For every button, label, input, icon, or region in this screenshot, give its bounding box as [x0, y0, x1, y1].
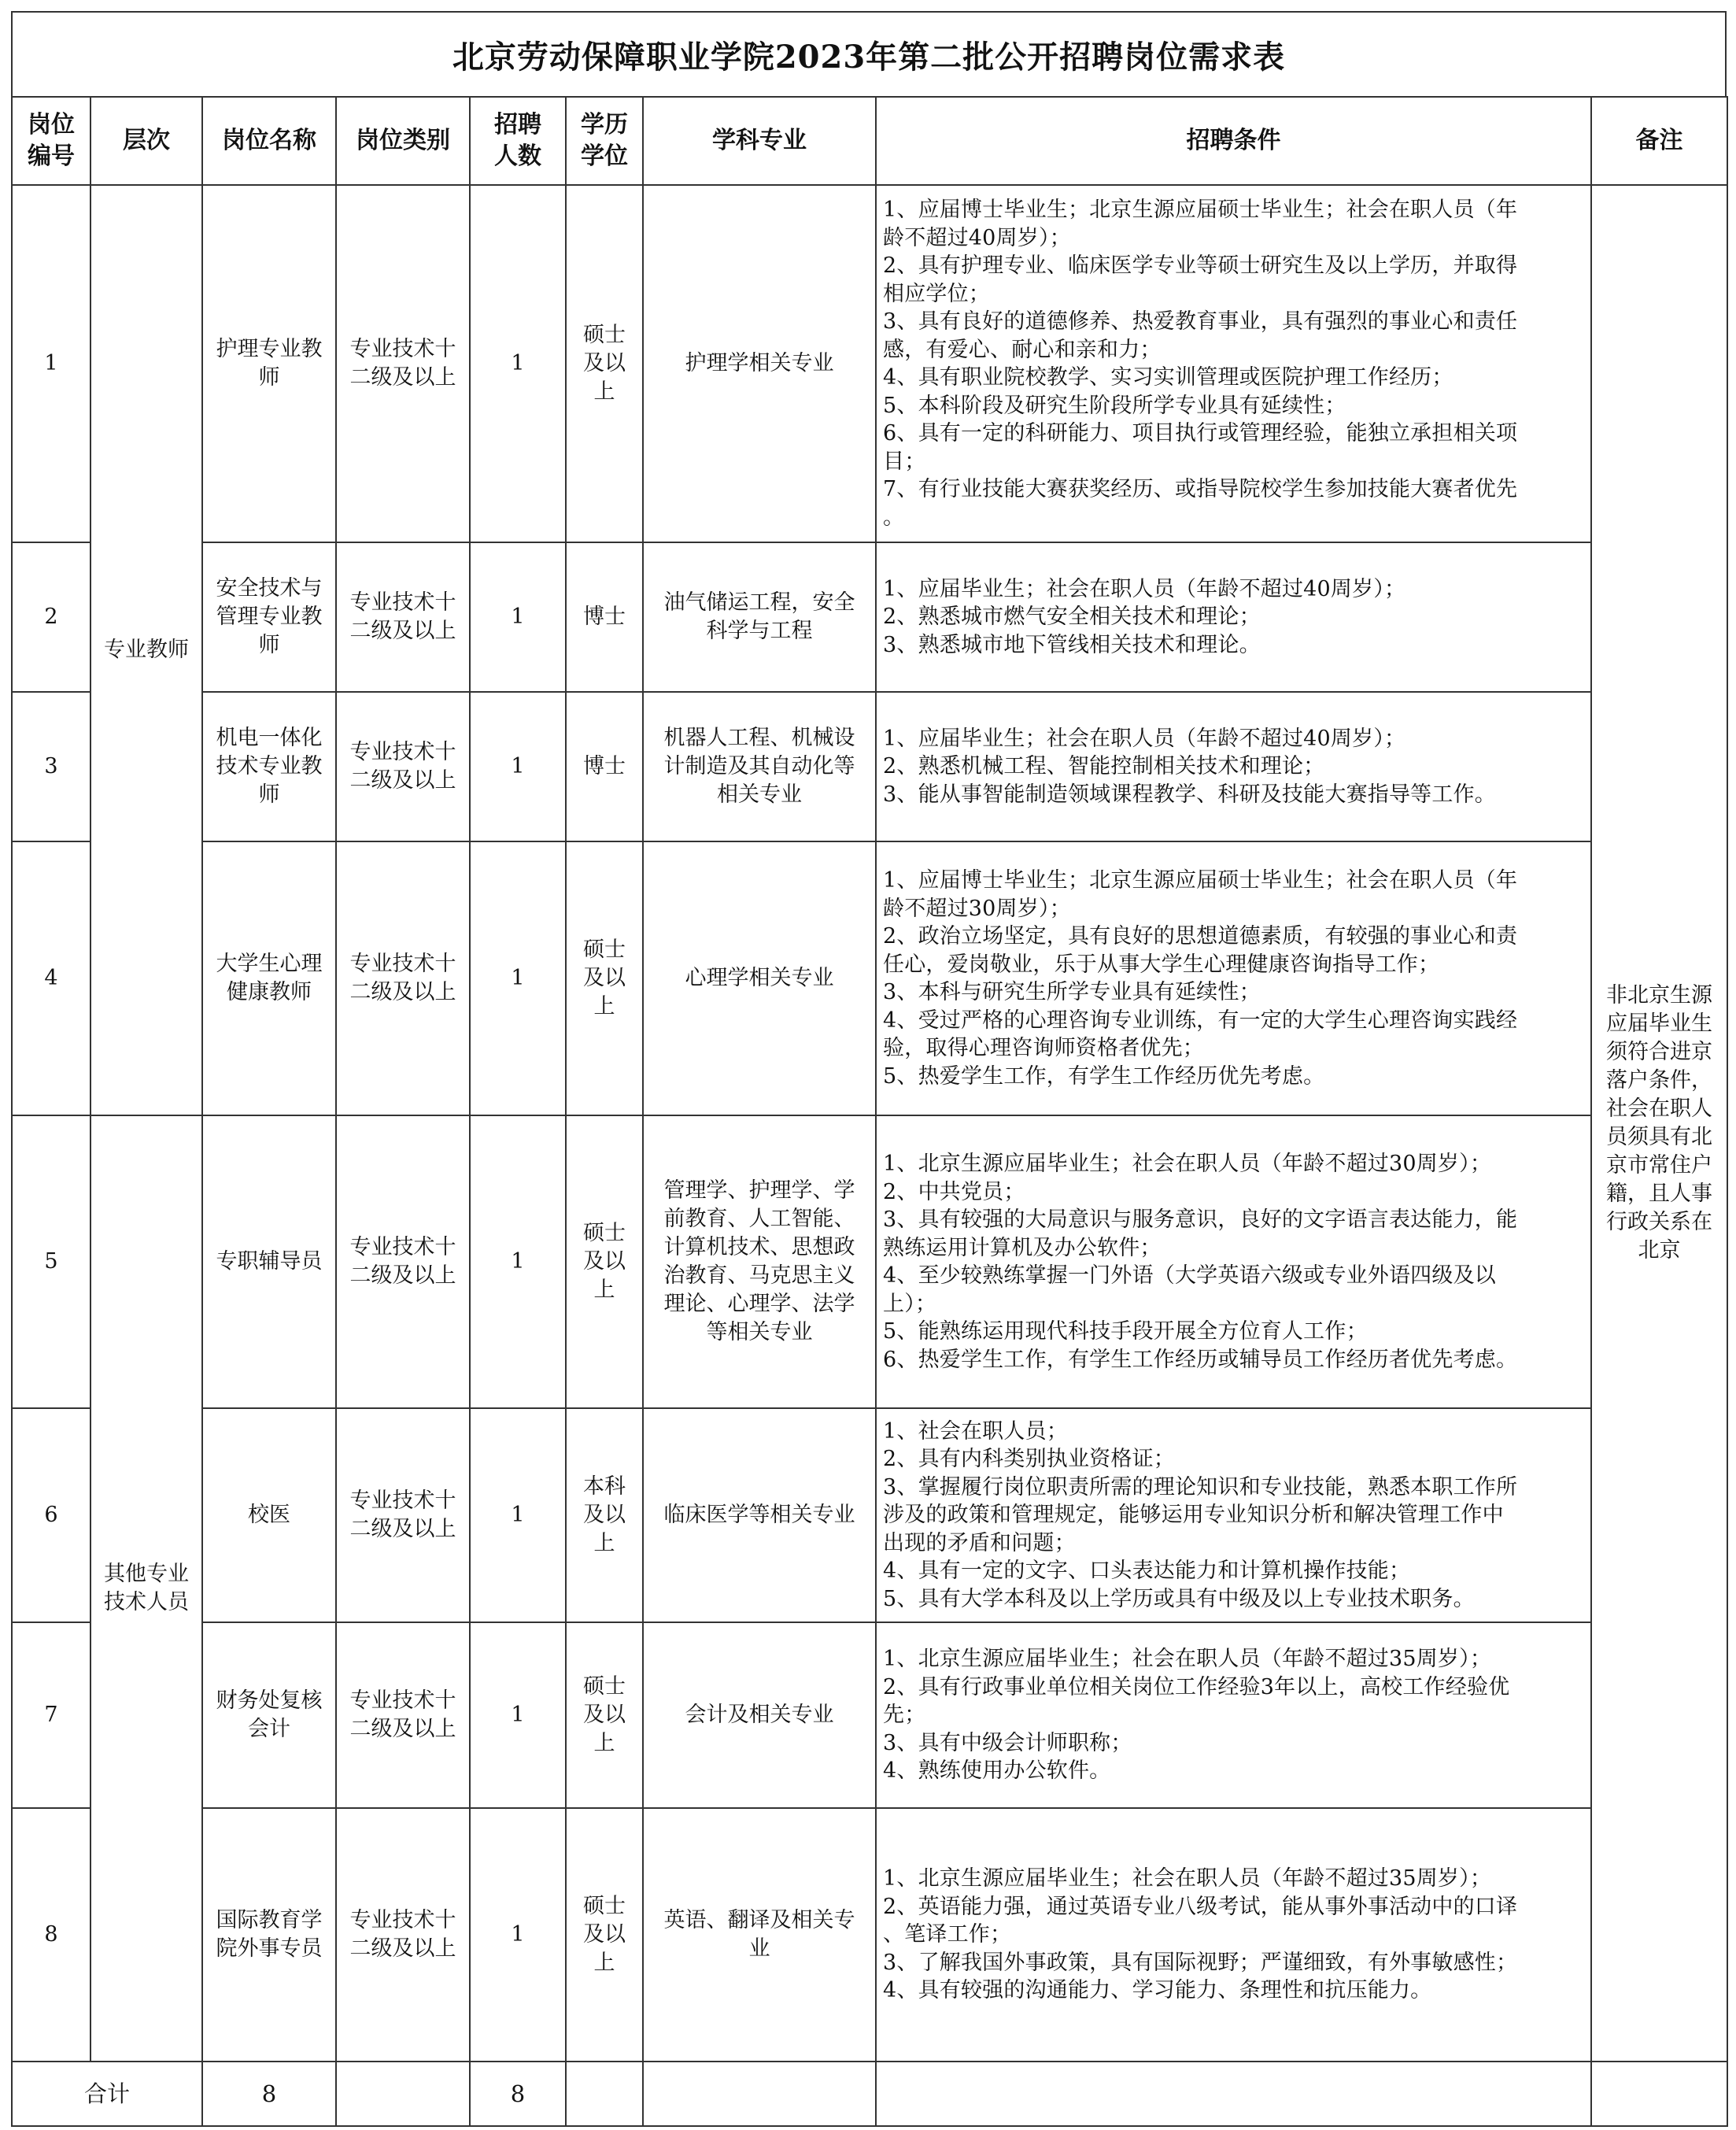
cell-text-line: 1、应届博士毕业生；北京生源应届硕士毕业生；社会在职人员（年 — [883, 868, 1518, 893]
row-conditions — [876, 692, 1591, 841]
cell-text-line: 层次 — [123, 127, 170, 154]
row-major — [643, 1622, 876, 1808]
cell-text-line: 专业技术十 — [349, 1688, 456, 1713]
cell-text-line: 及以 — [583, 1503, 626, 1527]
cell-text-line: 应届毕业生 — [1606, 1011, 1712, 1036]
row-conditions — [876, 1622, 1591, 1808]
cell-text-line: 任心，爱岗敬业，乐于从事大学生心理健康咨询指导工作； — [883, 952, 1440, 977]
header-conditions — [876, 97, 1591, 185]
row-education — [566, 1408, 643, 1622]
cell-text-line: 编号 — [28, 142, 75, 170]
cell-text-line: 验，取得心理咨询师资格者优先； — [883, 1036, 1204, 1060]
table-row — [12, 185, 1727, 542]
cell-text-line: 上 — [593, 1951, 615, 1975]
cell-text-line: 上 — [593, 1731, 615, 1755]
cell-text-line: 专业技术十 — [349, 337, 456, 361]
cell-text-line: 非北京生源 — [1606, 983, 1712, 1008]
row-category — [336, 692, 470, 841]
row-major — [643, 542, 876, 692]
total-empty-4 — [876, 2062, 1591, 2126]
row-name — [202, 1408, 336, 1622]
header-remark — [1591, 97, 1727, 185]
cell-text-line: 英语、翻译及相关专 — [663, 1908, 855, 1932]
cell-text-line: 专业技术十 — [349, 740, 456, 764]
cell-text-line: 1、社会在职人员； — [883, 1418, 1068, 1444]
table-row — [12, 542, 1727, 692]
cell-text-line: 国际教育学 — [216, 1908, 323, 1932]
cell-text-line: 1、应届毕业生；社会在职人员（年龄不超过40周岁）； — [883, 726, 1406, 751]
cell-text-line: 熟练运用计算机及办公软件； — [883, 1235, 1162, 1260]
header-count — [470, 97, 566, 185]
row-conditions — [876, 1808, 1591, 2062]
cell-text-line: 财务处复核 — [216, 1688, 323, 1713]
cell-text-line: 专职辅导员 — [216, 1249, 323, 1274]
row-education — [566, 692, 643, 841]
cell-text-line: 心理学相关专业 — [685, 966, 834, 990]
row-education — [566, 1622, 643, 1808]
cell-text-line: 治教育、马克思主义 — [663, 1263, 855, 1288]
cell-text-line: 专业技术十 — [349, 1235, 456, 1259]
cell-text-line: 上 — [593, 379, 615, 404]
row-education — [566, 1115, 643, 1408]
header-name — [202, 97, 336, 185]
table-row — [12, 1622, 1727, 1808]
cell-text-line: 上 — [593, 994, 615, 1019]
cell-text-line: 1、北京生源应届毕业生；社会在职人员（年龄不超过35周岁）； — [883, 1647, 1492, 1672]
cell-text-line: 技术专业教 — [216, 754, 323, 778]
cell-text-line: 二级及以上 — [349, 1717, 456, 1741]
row-id: 3 — [12, 692, 90, 841]
cell-text-line: 1、应届博士毕业生；北京生源应届硕士毕业生；社会在职人员（年 — [883, 198, 1518, 222]
cell-text-line: 二级及以上 — [349, 768, 456, 793]
cell-text-line: 3、掌握履行岗位职责所需的理论知识和专业技能，熟悉本职工作所 — [883, 1474, 1518, 1500]
table-row — [12, 1408, 1727, 1622]
cell-text-line: 4、具有职业院校教学、实习实训管理或医院护理工作经历； — [883, 365, 1453, 390]
cell-text-line: 护理专业教 — [216, 337, 323, 361]
cell-text-line: 。 — [883, 505, 905, 530]
row-category — [336, 1408, 470, 1622]
row-category — [336, 1808, 470, 2062]
row-count: 1 — [470, 185, 566, 542]
cell-text-line: 2、具有护理专业、临床医学专业等硕士研究生及以上学历，并取得 — [883, 253, 1518, 278]
cell-text-line: 出现的矛盾和问题； — [883, 1530, 1076, 1555]
cell-text-line: 2、中共党员； — [883, 1179, 1025, 1204]
group-label-other-staff — [90, 1115, 202, 2062]
cell-text-line: 硕士 — [583, 937, 626, 962]
cell-text-line: 岗位类别 — [356, 127, 450, 154]
total-positions: 8 — [202, 2062, 336, 2126]
cell-text-line: 健康教师 — [227, 980, 312, 1004]
cell-text-line: 3、具有较强的大局意识与服务意识，良好的文字语言表达能力，能 — [883, 1207, 1518, 1232]
cell-text-line: 及以 — [583, 1249, 626, 1274]
title-row — [11, 11, 1727, 96]
cell-text-line: 其他专业 — [104, 1562, 189, 1586]
row-count: 1 — [470, 1115, 566, 1408]
row-conditions — [876, 1408, 1591, 1622]
row-major — [643, 841, 876, 1115]
total-count: 8 — [470, 2062, 566, 2126]
recruitment-table — [11, 96, 1728, 2127]
cell-text-line: 招聘 — [494, 111, 541, 139]
cell-text-line: 3、熟悉城市地下管线相关技术和理论。 — [883, 632, 1261, 657]
cell-text-line: 2、熟悉城市燃气安全相关技术和理论； — [883, 605, 1261, 630]
cell-text-line: 备注 — [1635, 127, 1683, 154]
row-conditions — [876, 542, 1591, 692]
row-count: 1 — [470, 841, 566, 1115]
remark-cell — [1591, 185, 1727, 2062]
cell-text-line: 京市常住户 — [1606, 1153, 1712, 1178]
row-education — [566, 542, 643, 692]
cell-text-line: 5、热爱学生工作，有学生工作经历优先考虑。 — [883, 1063, 1325, 1089]
cell-text-line: 学位 — [581, 142, 628, 170]
cell-text-line: 二级及以上 — [349, 619, 456, 643]
cell-text-line: 师 — [258, 365, 280, 390]
page-title: 北京劳动保障职业学院2023年第二批公开招聘岗位需求表 — [452, 38, 1286, 76]
cell-text-line: 博士 — [583, 605, 626, 629]
header-education — [566, 97, 643, 185]
cell-text-line: 2、具有内科类别执业资格证； — [883, 1447, 1175, 1472]
cell-text-line: 会计 — [248, 1717, 290, 1741]
row-major — [643, 185, 876, 542]
cell-text-line: 、笔译工作； — [883, 1922, 1012, 1947]
cell-text-line: 北京 — [1638, 1238, 1681, 1263]
cell-text-line: 上 — [593, 1278, 615, 1302]
row-conditions — [876, 185, 1591, 542]
cell-text-line: 学历 — [581, 111, 628, 139]
cell-text-line: 人数 — [494, 142, 541, 170]
cell-text-line: 7、有行业技能大赛获奖经历、或指导院校学生参加技能大赛者优先 — [883, 477, 1518, 501]
cell-text-line: 专业技术十 — [349, 590, 456, 615]
row-id: 2 — [12, 542, 90, 692]
total-empty-1 — [336, 2062, 470, 2126]
cell-text-line: 等相关专业 — [706, 1320, 813, 1344]
cell-text-line: 二级及以上 — [349, 365, 456, 390]
cell-text-line: 3、本科与研究生所学专业具有延续性； — [883, 980, 1261, 1004]
row-id: 8 — [12, 1808, 90, 2062]
cell-text-line: 师 — [258, 633, 280, 657]
row-major — [643, 1115, 876, 1408]
cell-text-line: 1、应届毕业生；社会在职人员（年龄不超过40周岁）； — [883, 576, 1406, 601]
cell-text-line: 2、熟悉机械工程、智能控制相关技术和理论； — [883, 754, 1325, 779]
cell-text-line: 龄不超过40周岁）； — [883, 225, 1071, 250]
recruitment-sheet — [11, 11, 1727, 2127]
total-empty-3 — [643, 2062, 876, 2126]
row-id: 6 — [12, 1408, 90, 1622]
cell-text-line: 专业技术十 — [349, 952, 456, 976]
cell-text-line: 2、具有行政事业单位相关岗位工作经验3年以上，高校工作经验优 — [883, 1674, 1510, 1699]
header-row — [12, 97, 1727, 185]
cell-text-line: 二级及以上 — [349, 1517, 456, 1541]
cell-text-line: 管理专业教 — [216, 605, 323, 629]
cell-text-line: 机器人工程、机械设 — [663, 726, 855, 750]
row-category — [336, 1115, 470, 1408]
cell-text-line: 4、具有一定的文字、口头表达能力和计算机操作技能； — [883, 1559, 1411, 1584]
cell-text-line: 管理学、护理学、学 — [663, 1178, 855, 1203]
cell-text-line: 4、具有较强的沟通能力、学习能力、条理性和抗压能力。 — [883, 1978, 1432, 2003]
cell-text-line: 二级及以上 — [349, 980, 456, 1004]
cell-text-line: 机电一体化 — [216, 726, 323, 750]
row-id: 7 — [12, 1622, 90, 1808]
row-name — [202, 185, 336, 542]
cell-text-line: 感，有爱心、耐心和亲和力； — [883, 337, 1162, 362]
cell-text-line: 3、具有良好的道德修养、热爱教育事业，具有强烈的事业心和责任 — [883, 309, 1518, 334]
row-name — [202, 1115, 336, 1408]
cell-text-line: 院外事专员 — [216, 1936, 323, 1961]
cell-text-line: 龄不超过30周岁）； — [883, 896, 1071, 921]
cell-text-line: 及以 — [583, 351, 626, 375]
row-name — [202, 841, 336, 1115]
cell-text-line: 2、英语能力强，通过英语专业八级考试，能从事外事活动中的口译 — [883, 1894, 1518, 1919]
cell-text-line: 员须具有北 — [1606, 1125, 1712, 1149]
cell-text-line: 3、能从事智能制造领域课程教学、科研及技能大赛指导等工作。 — [883, 782, 1496, 807]
table-row — [12, 1115, 1727, 1408]
cell-text-line: 本科 — [583, 1474, 626, 1499]
cell-text-line: 硕士 — [583, 323, 626, 347]
row-major — [643, 1808, 876, 2062]
cell-text-line: 计制造及其自动化等 — [663, 754, 855, 778]
row-name — [202, 542, 336, 692]
cell-text-line: 护理学相关专业 — [685, 351, 834, 375]
group-label-teachers — [90, 185, 202, 1115]
row-count: 1 — [470, 1408, 566, 1622]
cell-text-line: 会计及相关专业 — [685, 1703, 834, 1727]
row-count: 1 — [470, 1622, 566, 1808]
cell-text-line: 硕士 — [583, 1674, 626, 1699]
table-row — [12, 1808, 1727, 2062]
cell-text-line: 1、北京生源应届毕业生；社会在职人员（年龄不超过35周岁）； — [883, 1866, 1492, 1891]
cell-text-line: 理论、心理学、法学 — [663, 1292, 855, 1316]
cell-text-line: 安全技术与 — [216, 576, 323, 601]
cell-text-line: 前教育、人工智能、 — [663, 1207, 855, 1231]
cell-text-line: 上）； — [883, 1291, 937, 1316]
cell-text-line: 相应学位； — [883, 281, 990, 306]
table-row — [12, 841, 1727, 1115]
cell-text-line: 临床医学等相关专业 — [663, 1503, 855, 1527]
total-row — [12, 2062, 1727, 2126]
cell-text-line: 计算机技术、思想政 — [663, 1235, 855, 1259]
cell-text-line: 及以 — [583, 1703, 626, 1727]
cell-text-line: 大学生心理 — [216, 952, 323, 976]
cell-text-line: 4、受过严格的心理咨询专业训练，有一定的大学生心理咨询实践经 — [883, 1008, 1518, 1033]
row-id: 4 — [12, 841, 90, 1115]
cell-text-line: 先； — [883, 1703, 926, 1728]
cell-text-line: 须符合进京 — [1606, 1040, 1712, 1064]
cell-text-line: 3、具有中级会计师职称； — [883, 1730, 1132, 1755]
row-id: 1 — [12, 185, 90, 542]
header-level — [90, 97, 202, 185]
row-category — [336, 1622, 470, 1808]
row-category — [336, 185, 470, 542]
cell-text-line: 6、热爱学生工作，有学生工作经历或辅导员工作经历者优先考虑。 — [883, 1347, 1518, 1372]
cell-text-line: 5、具有大学本科及以上学历或具有中级及以上专业技术职务。 — [883, 1586, 1475, 1611]
cell-text-line: 油气储运工程，安全 — [663, 590, 855, 615]
cell-text-line: 5、本科阶段及研究生阶段所学专业具有延续性； — [883, 393, 1346, 418]
cell-text-line: 行政关系在 — [1606, 1210, 1712, 1234]
cell-text-line: 目； — [883, 449, 926, 474]
row-name — [202, 1808, 336, 2062]
cell-text-line: 及以 — [583, 1922, 626, 1947]
row-education — [566, 1808, 643, 2062]
cell-text-line: 5、能熟练运用现代科技手段开展全方位育人工作； — [883, 1319, 1368, 1344]
cell-text-line: 社会在职人 — [1606, 1096, 1712, 1121]
cell-text-line: 硕士 — [583, 1894, 626, 1918]
total-empty-2 — [566, 2062, 643, 2126]
row-major — [643, 692, 876, 841]
cell-text-line: 及以 — [583, 966, 626, 990]
cell-text-line: 上 — [593, 1531, 615, 1555]
cell-text-line: 二级及以上 — [349, 1263, 456, 1288]
header-category — [336, 97, 470, 185]
cell-text-line: 博士 — [583, 754, 626, 778]
row-count: 1 — [470, 542, 566, 692]
cell-text-line: 校医 — [248, 1503, 290, 1527]
cell-text-line: 落户条件， — [1606, 1068, 1712, 1093]
cell-text-line: 专业技术十 — [349, 1908, 456, 1932]
cell-text-line: 6、具有一定的科研能力、项目执行或管理经验，能独立承担相关项 — [883, 421, 1518, 446]
row-conditions — [876, 1115, 1591, 1408]
header-major — [643, 97, 876, 185]
row-conditions — [876, 841, 1591, 1115]
cell-text-line: 2、政治立场坚定，具有良好的思想道德素质，有较强的事业心和责 — [883, 924, 1518, 949]
cell-text-line: 专业教师 — [104, 638, 189, 662]
cell-text-line: 学科专业 — [712, 127, 807, 154]
row-category — [336, 542, 470, 692]
row-education — [566, 185, 643, 542]
cell-text-line: 招聘条件 — [1186, 127, 1281, 154]
cell-text-line: 岗位 — [28, 111, 75, 139]
cell-text-line: 科学与工程 — [706, 619, 813, 643]
cell-text-line: 1、北京生源应届毕业生；社会在职人员（年龄不超过30周岁）； — [883, 1152, 1492, 1176]
cell-text-line: 4、至少较熟练掌握一门外语（大学英语六级或专业外语四级及以 — [883, 1263, 1496, 1288]
row-education — [566, 841, 643, 1115]
row-id: 5 — [12, 1115, 90, 1408]
cell-text-line: 专业技术十 — [349, 1488, 456, 1513]
table-row — [12, 692, 1727, 841]
cell-text-line: 3、了解我国外事政策，具有国际视野；严谨细致，有外事敏感性； — [883, 1950, 1518, 1975]
cell-text-line: 岗位名称 — [222, 127, 316, 154]
cell-text-line: 硕士 — [583, 1221, 626, 1245]
cell-text-line: 技术人员 — [104, 1590, 189, 1614]
row-count: 1 — [470, 1808, 566, 2062]
total-empty-5 — [1591, 2062, 1727, 2126]
total-label: 合计 — [12, 2062, 202, 2126]
row-category — [336, 841, 470, 1115]
row-name — [202, 1622, 336, 1808]
cell-text-line: 涉及的政策和管理规定，能够运用专业知识分析和解决管理工作中 — [883, 1503, 1504, 1528]
cell-text-line: 籍，且人事 — [1606, 1181, 1712, 1206]
header-id — [12, 97, 90, 185]
cell-text-line: 4、熟练使用办公软件。 — [883, 1758, 1111, 1784]
cell-text-line: 相关专业 — [717, 782, 802, 807]
row-major — [643, 1408, 876, 1622]
cell-text-line: 业 — [748, 1936, 770, 1961]
row-count: 1 — [470, 692, 566, 841]
cell-text-line: 师 — [258, 782, 280, 807]
row-name — [202, 692, 336, 841]
cell-text-line: 二级及以上 — [349, 1936, 456, 1961]
